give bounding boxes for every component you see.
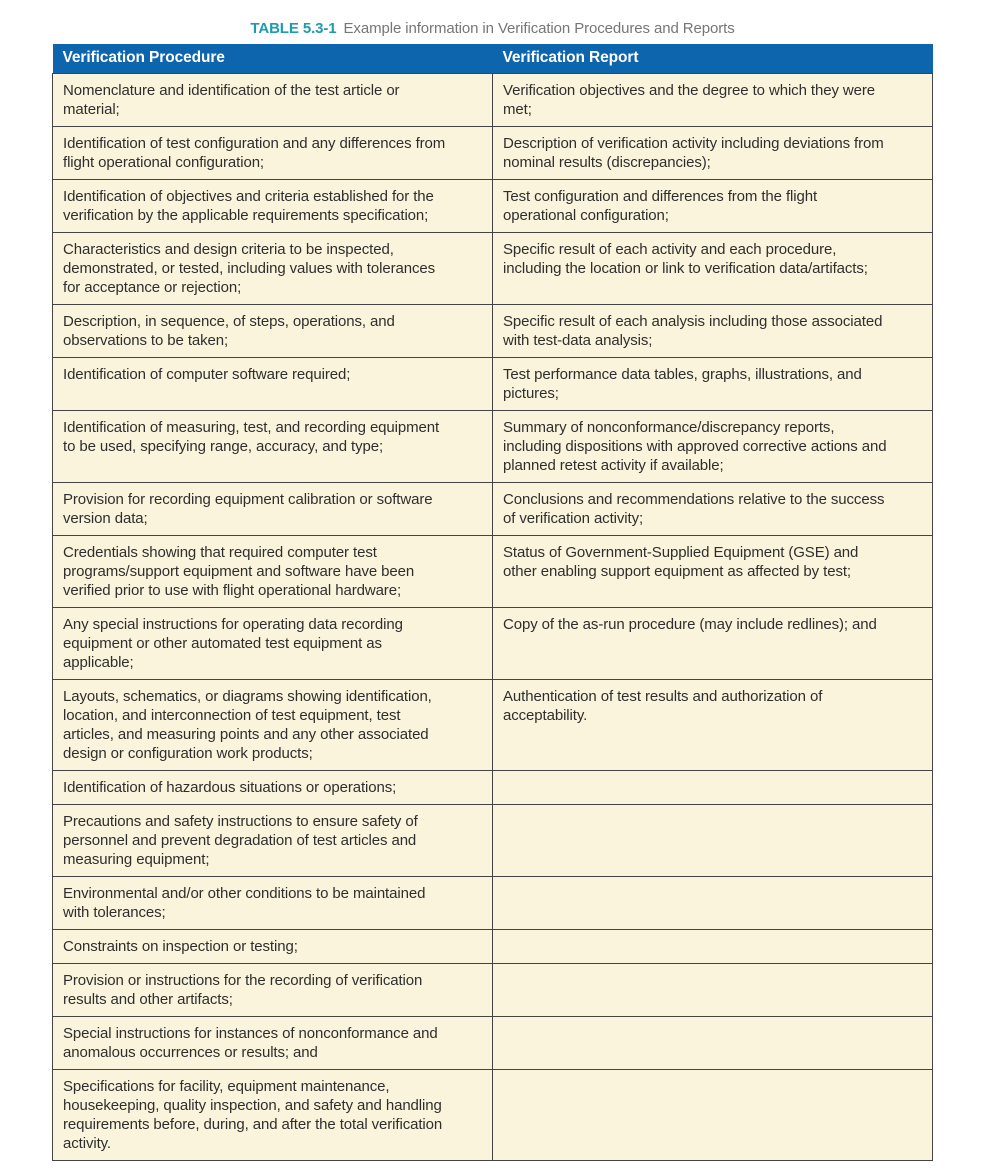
header-verification-procedure: Verification Procedure bbox=[53, 44, 493, 74]
procedure-cell: Identification of hazardous situations or operations; bbox=[53, 771, 493, 805]
report-cell: Test performance data tables, graphs, illustrations, and pictures; bbox=[493, 358, 933, 411]
report-cell bbox=[493, 1070, 933, 1161]
procedure-cell: Identification of computer software required; bbox=[53, 358, 493, 411]
table-caption-label: TABLE 5.3-1 bbox=[250, 20, 337, 37]
header-row bbox=[53, 44, 933, 74]
table-row bbox=[53, 233, 933, 305]
procedure-cell: Nomenclature and identification of the test article or material; bbox=[53, 74, 493, 127]
table-row bbox=[53, 964, 933, 1017]
table-row bbox=[53, 127, 933, 180]
report-cell: Conclusions and recommendations relative to the success of verification activity; bbox=[493, 483, 933, 536]
report-cell: Description of verification activity including deviations from nominal results (discrepancies); bbox=[493, 127, 933, 180]
procedure-cell: Special instructions for instances of nonconformance and anomalous occurrences or results; and bbox=[53, 1017, 493, 1070]
table-row bbox=[53, 1017, 933, 1070]
table-row bbox=[53, 805, 933, 877]
table-row bbox=[53, 358, 933, 411]
procedure-cell: Identification of measuring, test, and recording equipment to be used, specifying range, accuracy, and type; bbox=[53, 411, 493, 483]
report-cell: Specific result of each analysis including those associated with test-data analysis; bbox=[493, 305, 933, 358]
report-cell bbox=[493, 1017, 933, 1070]
header-verification-report: Verification Report bbox=[493, 44, 933, 74]
procedure-cell: Precautions and safety instructions to ensure safety of personnel and prevent degradation of test articles and measuring equipment; bbox=[53, 805, 493, 877]
table-row bbox=[53, 1070, 933, 1161]
report-cell bbox=[493, 964, 933, 1017]
procedure-cell: Environmental and/or other conditions to be maintained with tolerances; bbox=[53, 877, 493, 930]
table-row bbox=[53, 771, 933, 805]
procedure-cell: Constraints on inspection or testing; bbox=[53, 930, 493, 964]
procedure-cell: Layouts, schematics, or diagrams showing identification, location, and interconnection of test equipment, test articles, and measuring points and any other associated design or configuration work products; bbox=[53, 680, 493, 771]
procedure-cell: Characteristics and design criteria to be inspected, demonstrated, or tested, including values with tolerances for acceptance or rejection; bbox=[53, 233, 493, 305]
table-row bbox=[53, 536, 933, 608]
table-row bbox=[53, 483, 933, 536]
report-cell bbox=[493, 877, 933, 930]
table-row bbox=[53, 930, 933, 964]
table-row bbox=[53, 411, 933, 483]
table-row bbox=[53, 305, 933, 358]
report-cell bbox=[493, 771, 933, 805]
report-cell: Verification objectives and the degree to which they were met; bbox=[493, 74, 933, 127]
report-cell bbox=[493, 805, 933, 877]
report-cell: Specific result of each activity and each procedure, including the location or link to verification data/artifacts; bbox=[493, 233, 933, 305]
table-row bbox=[53, 74, 933, 127]
table-row bbox=[53, 680, 933, 771]
report-cell: Status of Government-Supplied Equipment (GSE) and other enabling support equipment as affected by test; bbox=[493, 536, 933, 608]
table-caption-text: Example information in Verification Procedures and Reports bbox=[343, 20, 735, 37]
procedure-cell: Identification of test configuration and any differences from flight operational configuration; bbox=[53, 127, 493, 180]
report-cell: Test configuration and differences from the flight operational configuration; bbox=[493, 180, 933, 233]
table-body bbox=[53, 74, 933, 1161]
table-caption bbox=[0, 20, 985, 37]
procedure-cell: Any special instructions for operating data recording equipment or other automated test equipment as applicable; bbox=[53, 608, 493, 680]
report-cell: Summary of nonconformance/discrepancy reports, including dispositions with approved corrective actions and planned retest activity if available; bbox=[493, 411, 933, 483]
report-cell: Copy of the as-run procedure (may include redlines); and bbox=[493, 608, 933, 680]
procedure-cell: Provision for recording equipment calibration or software version data; bbox=[53, 483, 493, 536]
procedure-cell: Description, in sequence, of steps, operations, and observations to be taken; bbox=[53, 305, 493, 358]
table-row bbox=[53, 877, 933, 930]
report-cell: Authentication of test results and authorization of acceptability. bbox=[493, 680, 933, 771]
procedure-cell: Identification of objectives and criteria established for the verification by the applicable requirements specification; bbox=[53, 180, 493, 233]
procedure-cell: Specifications for facility, equipment maintenance, housekeeping, quality inspection, and safety and handling requirements before, during, and after the total verification activity. bbox=[53, 1070, 493, 1161]
table-row bbox=[53, 608, 933, 680]
procedure-cell: Credentials showing that required computer test programs/support equipment and software have been verified prior to use with flight operational hardware; bbox=[53, 536, 493, 608]
report-cell bbox=[493, 930, 933, 964]
verification-table bbox=[52, 44, 933, 1161]
procedure-cell: Provision or instructions for the recording of verification results and other artifacts; bbox=[53, 964, 493, 1017]
table-row bbox=[53, 180, 933, 233]
